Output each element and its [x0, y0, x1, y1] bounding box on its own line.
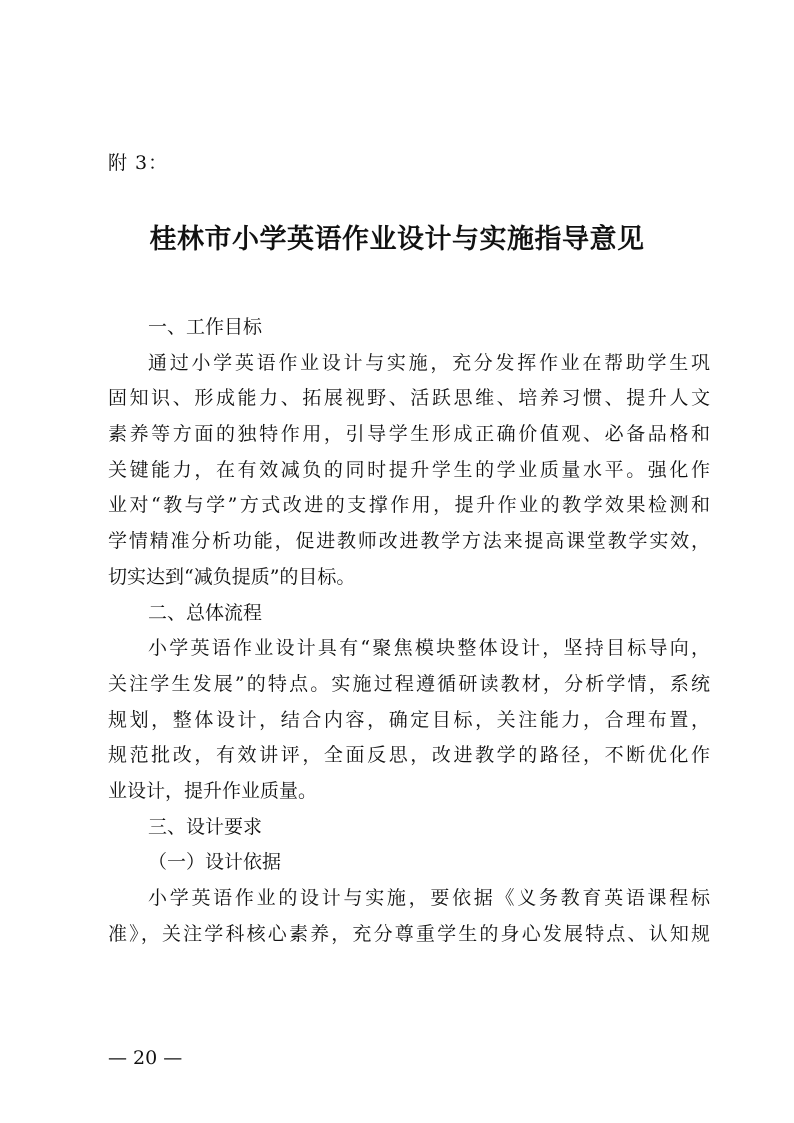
section-heading-process: 二、总体流程 — [148, 601, 263, 624]
paragraph-line: 固知识、形成能力、拓展视野、活跃思维、培养习惯、提升人文 — [108, 387, 710, 410]
paragraph-line: 准》，关注学科核心素养，充分尊重学生的身心发展特点、认知规 — [108, 922, 710, 945]
paragraph-line: 切实达到“减负提质”的目标。 — [108, 565, 356, 588]
paragraph-line: 小学英语作业设计具有“聚焦模块整体设计，坚持目标导向， — [148, 637, 710, 660]
paragraph-line: 业对“教与学”方式改进的支撑作用，提升作业的教学效果检测和 — [108, 494, 710, 517]
paragraph-line: 素养等方面的独特作用，引导学生形成正确价值观、必备品格和 — [108, 423, 710, 446]
paragraph-line: 规范批改，有效讲评，全面反思，改进教学的路径，不断优化作 — [108, 744, 710, 767]
section-heading-requirements: 三、设计要求 — [148, 815, 263, 838]
page-number: — 20 — — [108, 1047, 183, 1069]
paragraph-line: 规划，整体设计，结合内容，确定目标，关注能力，合理布置， — [108, 708, 710, 731]
paragraph-line: 关注学生发展”的特点。实施过程遵循研读教材，分析学情，系统 — [108, 672, 710, 695]
document-body — [108, 310, 710, 952]
paragraph-line: 学情精准分析功能，促进教师改进教学方法来提高课堂教学实效， — [108, 530, 710, 553]
subsection-heading-basis: （一）设计依据 — [148, 851, 282, 874]
attachment-label: 附 3： — [108, 152, 169, 174]
paragraph-line: 业设计，提升作业质量。 — [108, 779, 318, 802]
paragraph-line: 关键能力，在有效减负的同时提升学生的学业质量水平。强化作 — [108, 458, 710, 481]
document-title: 桂林市小学英语作业设计与实施指导意见 — [149, 224, 645, 255]
paragraph-line: 小学英语作业的设计与实施，要依据《义务教育英语课程标 — [148, 887, 710, 909]
paragraph-line: 通过小学英语作业设计与实施，充分发挥作业在帮助学生巩 — [148, 351, 710, 374]
section-heading-goals: 一、工作目标 — [148, 316, 263, 338]
